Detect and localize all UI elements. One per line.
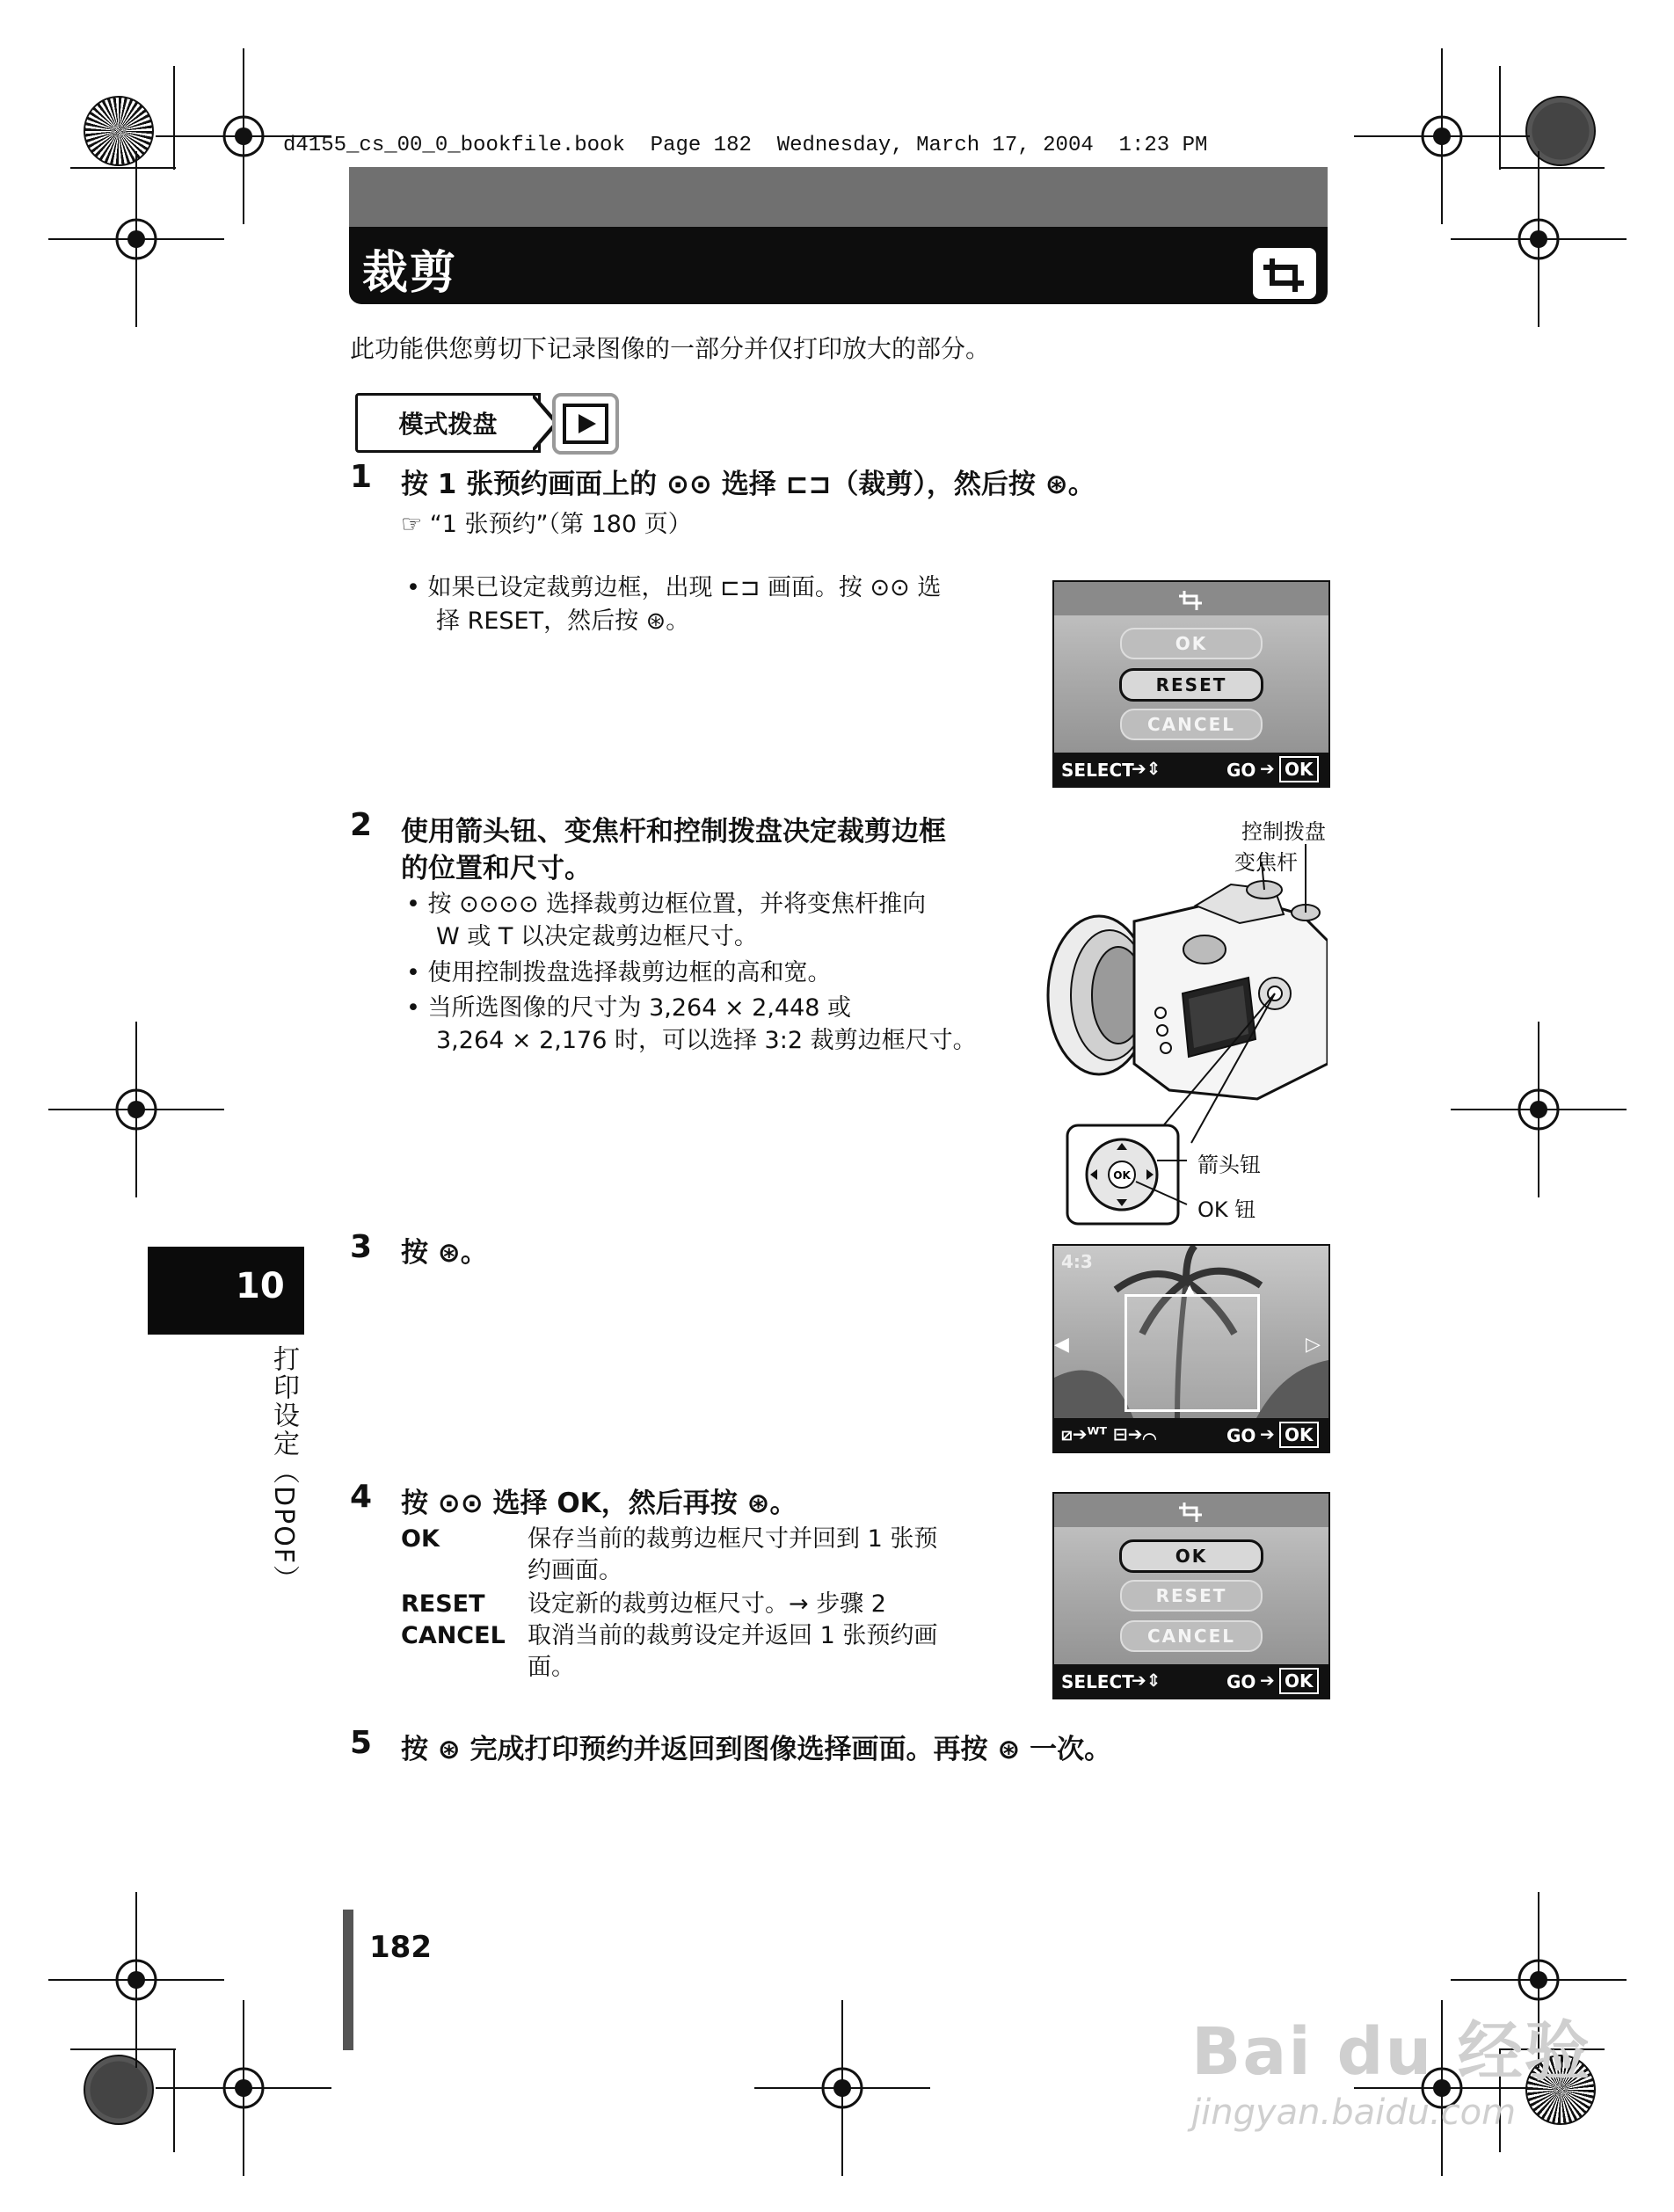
mode-dial-label [355,393,541,453]
step-2-bullet-cont: W 或 T 以决定裁剪边框尺寸。 [436,923,758,950]
arrow-updown-icon: ➔⇕ [1132,1670,1161,1691]
menu-option-ok[interactable]: OK [1120,628,1263,659]
lcd-screen-crop-frame [1052,1244,1330,1453]
def-desc-cancel-cont: 面。 [528,1654,575,1681]
page-number-bar [343,1910,353,2050]
crop-icon [1175,1499,1205,1524]
ok-label: OK [1279,756,1319,782]
header-band [349,167,1328,227]
ok-label: OK [1279,1668,1319,1694]
crop-frame[interactable] [1124,1294,1260,1412]
step-number: 2 [350,807,373,843]
ok-label: OK [1279,1422,1319,1448]
crop-icon [1175,587,1205,612]
step-2-bullet: • 当所选图像的尺寸为 3,264 × 2,448 或 [406,994,852,1022]
screen-status-bar [1054,1664,1328,1698]
print-info-line: d4155_cs_00_0_bookfile.book Page 182 Wednesday, March 17, 2004 1:23 PM [283,134,1208,157]
step-2-title: 使用箭头钮、变焦杆和控制拨盘决定裁剪边框 [401,816,946,848]
arrow-icon: ➔ [1260,1423,1275,1444]
step-1-reference: ☞ “1 张预约”（第 180 页） [401,511,692,538]
def-term-ok: OK [401,1525,440,1553]
menu-option-reset[interactable]: RESET [1119,668,1263,702]
arrow-icon: ➔ [1260,1670,1275,1691]
step-number: 1 [350,459,373,495]
menu-option-ok[interactable]: OK [1119,1539,1263,1573]
crosshair-icon [1451,151,1627,327]
mode-dial-text: 模式拨盘 [398,410,498,439]
def-desc-cancel: 取消当前的裁剪设定并返回 1 张预约画 [528,1622,938,1649]
def-desc-ok: 保存当前的裁剪边框尺寸并回到 1 张预 [528,1525,938,1553]
screen-status-bar [1054,753,1328,786]
menu-option-cancel[interactable]: CANCEL [1120,1620,1263,1652]
arrow-updown-icon: ➔⇕ [1132,758,1161,779]
select-label: SELECT [1061,1671,1134,1692]
def-desc-reset: 设定新的裁剪边框尺寸。→ 步骤 2 [528,1590,886,1618]
chapter-title: 打印设定（DPOF） [268,1345,299,1594]
page-number: 182 [369,1930,432,1965]
lcd-screen-crop-menu [1052,1492,1330,1699]
step-number: 4 [350,1479,373,1515]
go-label: GO [1226,1425,1256,1446]
def-desc-ok-cont: 约画面。 [528,1557,622,1584]
label-ok-button: OK 钮 [1197,1197,1256,1222]
step-number: 5 [350,1725,373,1761]
def-term-reset: RESET [401,1590,485,1618]
select-label: SELECT [1061,760,1134,781]
label-arrow-pad: 箭头钮 [1197,1153,1261,1177]
menu-option-cancel[interactable]: CANCEL [1120,709,1263,740]
step-5-text: 按 ⊛ 完成打印预约并返回到图像选择画面。再按 ⊛ 一次。 [401,1734,1112,1765]
go-label: GO [1226,760,1256,781]
playback-mode-icon [552,393,619,455]
arrow-right-icon: ▷ [1306,1334,1321,1356]
step-1-bullet: • 如果已设定裁剪边框，出现 ⊏⊐ 画面。按 ⊙⊙ 选 [406,574,942,601]
def-term-cancel: CANCEL [401,1622,506,1649]
title-bar [349,227,1328,304]
intro-text: 此功能供您剪切下记录图像的一部分并仅打印放大的部分。 [350,334,991,363]
crosshair-icon [48,151,224,327]
step-2-bullet: • 按 ⊙⊙⊙⊙ 选择裁剪边框位置，并将变焦杆推向 [406,891,927,918]
step-1-text: 按 1 张预约画面上的 ⊙⊙ 选择 ⊏⊐（裁剪），然后按 ⊛。 [401,469,1095,500]
step-2-bullet-cont: 3,264 × 2,176 时，可以选择 3:2 裁剪边框尺寸。 [436,1027,977,1054]
svg-text:OK: OK [1113,1169,1131,1182]
step-2-bullet: • 使用控制拨盘选择裁剪边框的高和宽。 [406,959,832,986]
step-1-bullet-cont: 择 RESET，然后按 ⊛。 [436,608,690,635]
page-title: 裁剪 [362,247,458,300]
go-label: GO [1226,1671,1256,1692]
crosshair-icon [156,2000,331,2176]
crosshair-icon [754,2000,930,2176]
aspect-ratio-label: 4:3 [1061,1251,1093,1272]
control-dial-icon: ⧄➔ᵂᵀ ⊟➔⌒ [1061,1423,1157,1444]
arrow-icon: ➔ [1260,758,1275,779]
baidu-watermark-logo: Bai du 经验 [1191,2014,1591,2090]
step-2-title-cont: 的位置和尺寸。 [401,853,592,884]
step-number: 3 [350,1229,373,1265]
arrow-left-icon: ◀ [1054,1334,1069,1356]
crop-icon [1253,248,1316,299]
label-zoom-lever: 变焦杆 [1234,850,1298,875]
arrow-up-icon: ▲ [1184,1281,1196,1298]
label-control-dial: 控制拨盘 [1241,819,1326,844]
crosshair-icon [1451,1022,1627,1197]
crosshair-icon [48,1022,224,1197]
lcd-screen-crop-menu [1052,580,1330,788]
chapter-number: 10 [236,1266,285,1306]
menu-option-reset[interactable]: RESET [1120,1580,1263,1612]
baidu-watermark-url: jingyan.baidu.com [1191,2092,1517,2133]
step-4-text: 按 ⊙⊙ 选择 OK，然后再按 ⊛。 [401,1488,797,1519]
step-3-text: 按 ⊛。 [401,1237,488,1269]
screen-status-bar [1054,1418,1328,1452]
